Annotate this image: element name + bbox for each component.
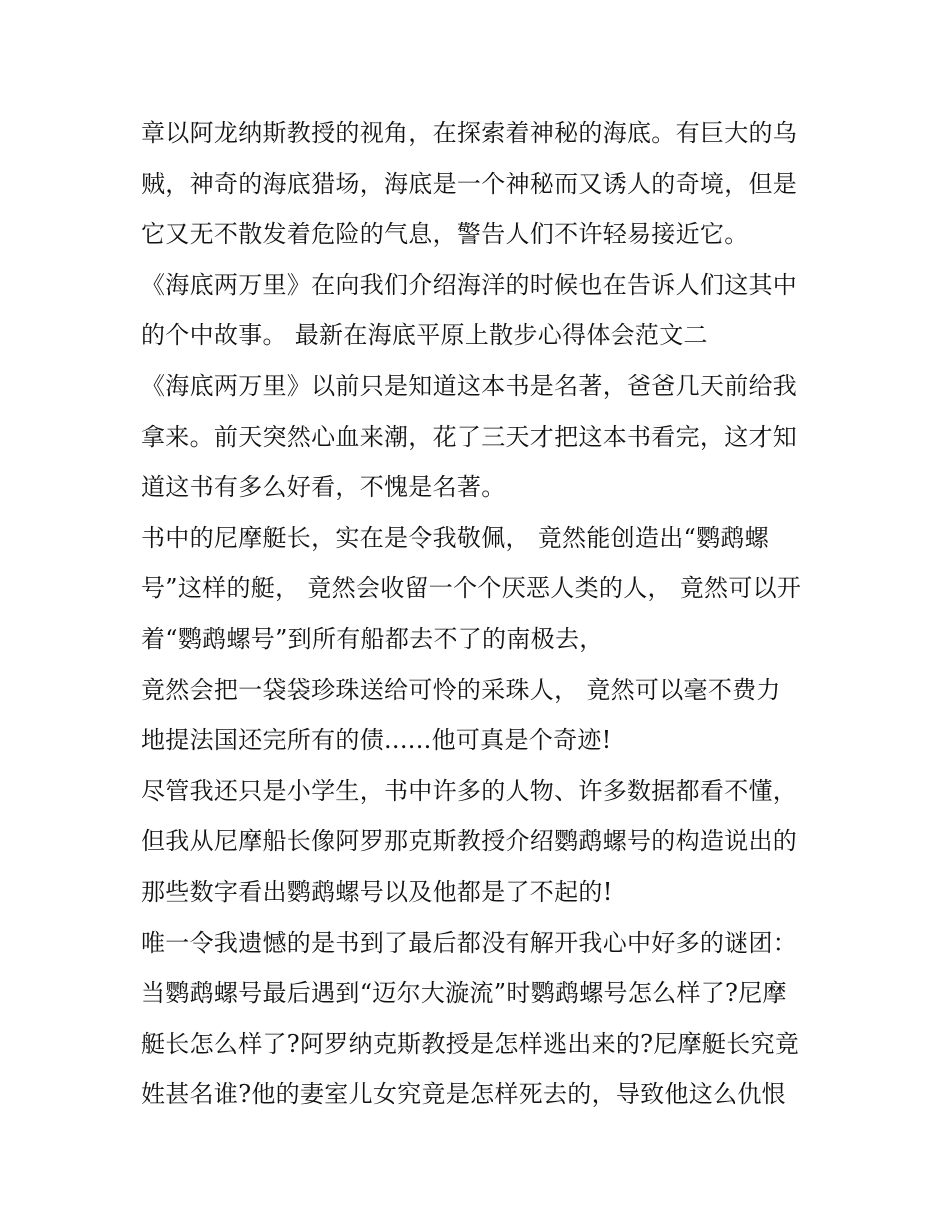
text-line: 号”这样的艇， 竟然会收留一个个厌恶人类的人， 竟然可以开 <box>141 574 802 603</box>
text-line: 竟然会把一袋袋珍珠送给可怜的采珠人， 竟然可以毫不费力 <box>141 675 781 704</box>
text-line: 着“鹦鹉螺号”到所有船都去不了的南极去， <box>141 624 604 653</box>
text-line: 当鹦鹉螺号最后遇到“迈尔大漩流”时鹦鹉螺号怎么样了?尼摩 <box>141 979 787 1008</box>
text-line: 它又无不散发着危险的气息，警告人们不许轻易接近它。 <box>141 220 749 249</box>
text-line: 地提法国还完所有的债......他可真是个奇迹! <box>141 726 612 755</box>
text-line: 贼，神奇的海底猎场，海底是一个神秘而又诱人的奇境，但是 <box>141 169 798 198</box>
text-line: 章以阿龙纳斯教授的视角，在探索着神秘的海底。有巨大的乌 <box>141 119 798 147</box>
text-line: 尽管我还只是小学生，书中许多的人物、许多数据都看不懂， <box>141 776 798 805</box>
text-line: 唯一令我遗憾的是书到了最后都没有解开我心中好多的谜团： <box>141 928 798 957</box>
text-line: 《海底两万里》在向我们介绍海洋的时候也在告诉人们这其中 <box>141 270 798 299</box>
text-line: 拿来。前天突然心血来潮，花了三天才把这本书看完，这才知 <box>141 422 798 451</box>
text-line: 但我从尼摩船长像阿罗那克斯教授介绍鹦鹉螺号的构造说出的 <box>141 827 798 856</box>
text-line: 姓甚名谁?他的妻室儿女究竟是怎样死去的，导致他这么仇恨 <box>141 1080 786 1109</box>
text-line: 书中的尼摩艇长，实在是令我敬佩， 竟然能创造出“鹦鹉螺 <box>141 523 769 552</box>
text-line: 《海底两万里》以前只是知道这本书是名著，爸爸几天前给我 <box>141 371 798 400</box>
text-line: 艇长怎么样了?阿罗纳克斯教授是怎样逃出来的?尼摩艇长究竟 <box>141 1029 800 1058</box>
body-text <box>141 108 831 1120</box>
text-line: 道这书有多么好看，不愧是名著。 <box>141 473 506 502</box>
text-line: 的个中故事。 最新在海底平原上散步心得体会范文二 <box>141 321 708 350</box>
text-line: 那些数字看出鹦鹉螺号以及他都是了不起的! <box>141 877 613 906</box>
